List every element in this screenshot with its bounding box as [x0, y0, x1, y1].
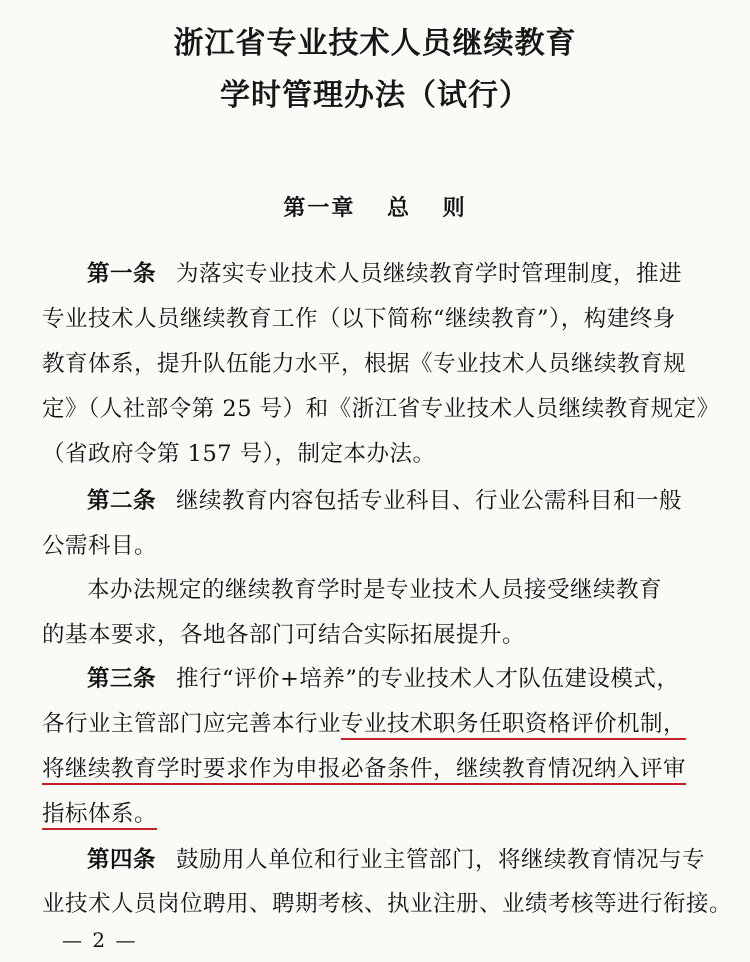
line-text: 鼓励用人单位和行业主管部门，将继续教育情况与专: [176, 847, 706, 873]
line-text: （省政府令第 157 号），制定本办法。: [42, 441, 436, 467]
article-label: 第三条: [87, 666, 157, 692]
line-text: 专业技术人员继续教育工作（以下简称“继续教育”），构建终身: [42, 306, 676, 332]
underlined-text: 专业技术职务任职资格评价机制，: [341, 711, 686, 740]
text-line: [42, 346, 722, 378]
line-text: 继续教育内容包括专业科目、行业公需科目和一般: [176, 488, 683, 514]
text-line: [87, 572, 750, 604]
text-line: [87, 483, 750, 515]
line-text: 各行业主管部门应完善本行业: [42, 711, 342, 737]
article-label: 第一条: [87, 261, 157, 287]
line-text: 定》（人社部令第 25 号）和《浙江省专业技术人员继续教育规定》: [42, 396, 720, 422]
text-line: [42, 886, 733, 918]
chapter-heading: 第一章 总 则: [283, 196, 467, 221]
underlined-text: 指标体系。: [42, 801, 157, 830]
line-text: 为落实专业技术人员继续教育学时管理制度，推进: [176, 261, 683, 287]
line-text: 的基本要求，各地各部门可结合实际拓展提升。: [42, 622, 526, 648]
text-line: [87, 661, 750, 693]
line-text: 公需科目。: [42, 533, 158, 559]
text-line: [87, 842, 750, 874]
text-line: [42, 706, 722, 738]
document-title-line-1: 浙江省专业技术人员继续教育: [173, 26, 577, 61]
text-line: [42, 391, 722, 423]
underlined-text: 将继续教育学时要求作为申报必备条件，继续教育情况纳入评审: [42, 756, 686, 785]
article-label: 第二条: [87, 488, 157, 514]
document-title-line-2: 学时管理办法（试行）: [220, 78, 530, 113]
line-text: 本办法规定的继续教育学时是专业技术人员接受继续教育: [87, 577, 663, 603]
line-text: 推行“评价+培养”的专业技术人才队伍建设模式，: [176, 666, 680, 692]
text-line: [42, 751, 722, 783]
text-line: [87, 256, 750, 288]
line-text: 业技术人员岗位聘用、聘期考核、执业注册、业绩考核等进行衔接。: [42, 891, 733, 917]
article-label: 第四条: [87, 847, 157, 873]
text-line: [42, 301, 722, 333]
text-line: [42, 436, 722, 468]
text-line: [42, 617, 722, 649]
line-text: 教育体系，提升队伍能力水平，根据《专业技术人员继续教育规: [42, 351, 687, 377]
text-line: [42, 528, 722, 560]
text-line: [42, 796, 722, 828]
page-number: — 2 —: [62, 928, 138, 952]
